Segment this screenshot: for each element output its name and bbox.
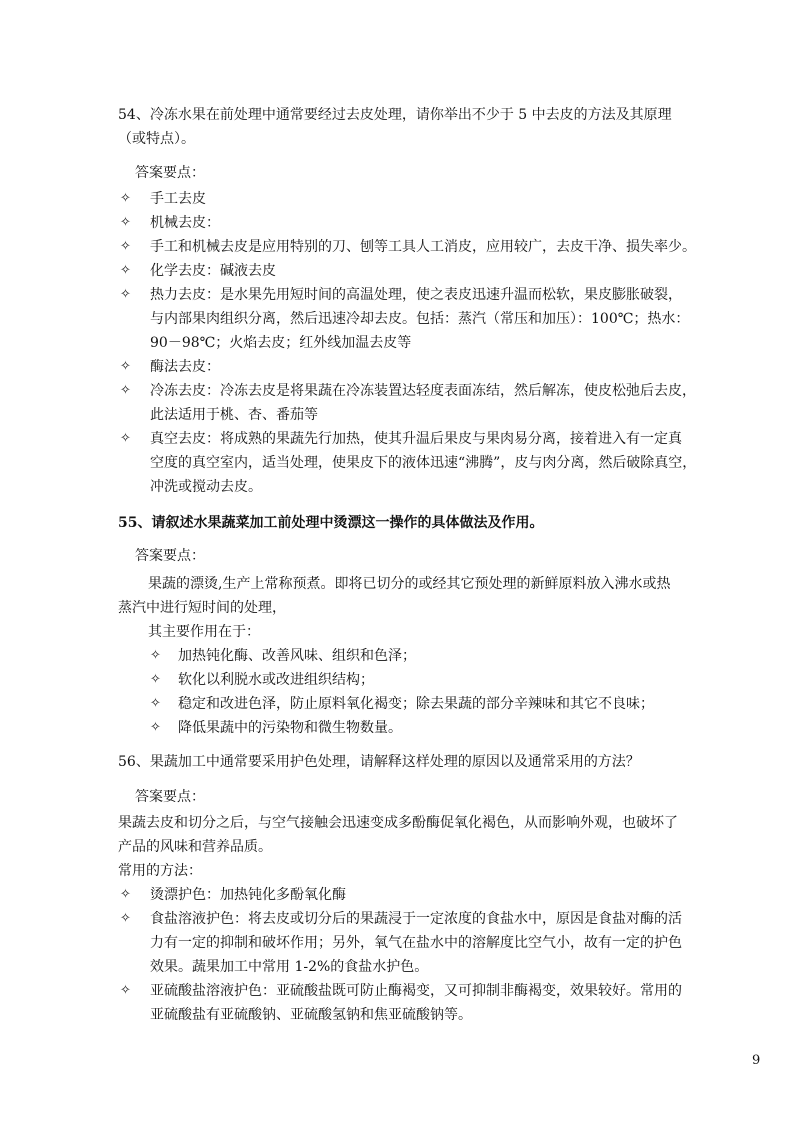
list-item: ✧ 真空去皮：将成熟的果蔬先行加热，使其升温后果皮与果肉易分离，接着进入有一定真 — [120, 431, 682, 447]
list-item: ✧ 加热钝化酶、改善风味、组织和色泽； — [150, 648, 416, 664]
list-item-cont: 与内部果肉组织分离，然后迅速冷却去皮。包括：蒸汽（常压和加压）：100℃；热水： — [150, 311, 690, 327]
list-item: ✧ 烫漂护色：加热钝化多酚氧化酶 — [120, 887, 346, 903]
bullet-icon: ✧ — [120, 887, 131, 902]
list-item: ✧ 降低果蔬中的污染物和微生物数量。 — [150, 720, 402, 736]
q54-title: 54、冷冻水果在前处理中通常要经过去皮处理，请你举出不少于 5 中去皮的方法及其原理 — [118, 107, 672, 123]
q56-answer-label: 答案要点： — [135, 789, 205, 805]
list-item-cont: 力有一定的抑制和破坏作用；另外，氧气在盐水中的溶解度比空气小，故有一定的护色 — [150, 935, 682, 951]
page-number: 9 — [752, 1053, 761, 1068]
bullet-icon: ✧ — [150, 648, 161, 663]
bullet-icon: ✧ — [150, 696, 161, 711]
list-item-cont: 此法适用于桃、杏、番茄等 — [150, 407, 318, 423]
q55-paragraph-cont: 蒸汽中进行短时间的处理， — [118, 600, 286, 616]
q54-title-cont: （或特点）。 — [118, 131, 195, 147]
bullet-icon: ✧ — [120, 215, 131, 230]
bullet-icon: ✧ — [120, 263, 131, 278]
list-item-cont: 90－98℃；火焰去皮；红外线加温去皮等 — [150, 335, 412, 351]
list-item: ✧ 化学去皮：碱液去皮 — [120, 263, 276, 279]
list-item: ✧ 手工和机械去皮是应用特别的刀、刨等工具人工消皮，应用较广，去皮干净、损失率少。 — [120, 239, 696, 255]
q56-methods-label: 常用的方法： — [118, 863, 202, 879]
bullet-icon: ✧ — [120, 287, 131, 302]
q56-paragraph: 果蔬去皮和切分之后，与空气接触会迅速变成多酚酶促氧化褐色，从而影响外观，也破坏了 — [118, 815, 678, 831]
list-item-cont: 效果。蔬果加工中常用 1-2%的食盐水护色。 — [150, 959, 429, 975]
list-item: ✧ 手工去皮 — [120, 191, 206, 207]
bullet-icon: ✧ — [150, 672, 161, 687]
bullet-icon: ✧ — [120, 239, 131, 254]
q55-paragraph: 果蔬的漂烫,生产上常称预煮。即将已切分的或经其它预处理的新鲜原料放入沸水或热 — [148, 576, 671, 592]
bullet-icon: ✧ — [120, 431, 131, 446]
q55-role-label: 其主要作用在于： — [148, 624, 260, 640]
list-item: ✧ 软化以利脱水或改进组织结构； — [150, 672, 374, 688]
q56-title: 56、果蔬加工中通常要采用护色处理，请解释这样处理的原因以及通常采用的方法？ — [118, 754, 640, 770]
q55-title: 55、请叙述水果蔬菜加工前处理中烫漂这一操作的具体做法及作用。 — [118, 515, 544, 531]
bullet-icon: ✧ — [120, 983, 131, 998]
list-item-cont: 冲洗或搅动去皮。 — [150, 479, 262, 495]
list-item: ✧ 热力去皮：是水果先用短时间的高温处理，使之表皮迅速升温而松软，果皮膨胀破裂， — [120, 287, 682, 303]
bullet-icon: ✧ — [120, 383, 131, 398]
list-item: ✧ 机械去皮： — [120, 215, 220, 231]
bullet-icon: ✧ — [120, 359, 131, 374]
list-item: ✧ 亚硫酸盐溶液护色：亚硫酸盐既可防止酶褐变，又可抑制非酶褐变，效果较好。常用的 — [120, 983, 682, 999]
list-item-cont: 空度的真空室内，适当处理，使果皮下的液体迅速“沸腾”，皮与肉分离，然后破除真空， — [150, 455, 697, 471]
list-item: ✧ 冷冻去皮：冷冻去皮是将果蔬在冷冻装置达轻度表面冻结，然后解冻，使皮松弛后去皮， — [120, 383, 696, 399]
list-item: ✧ 食盐溶液护色：将去皮或切分后的果蔬浸于一定浓度的食盐水中，原因是食盐对酶的活 — [120, 911, 682, 927]
q54-answer-label: 答案要点： — [135, 165, 205, 181]
bullet-icon: ✧ — [120, 911, 131, 926]
list-item-cont: 亚硫酸盐有亚硫酸钠、亚硫酸氢钠和焦亚硫酸钠等。 — [150, 1007, 472, 1023]
bullet-icon: ✧ — [150, 720, 161, 735]
list-item: ✧ 酶法去皮： — [120, 359, 220, 375]
q56-paragraph-cont: 产品的风味和营养品质。 — [118, 839, 272, 855]
list-item: ✧ 稳定和改进色泽，防止原料氧化褐变；除去果蔬的部分辛辣味和其它不良味； — [150, 696, 654, 712]
bullet-icon: ✧ — [120, 191, 131, 206]
q55-answer-label: 答案要点： — [135, 548, 205, 564]
